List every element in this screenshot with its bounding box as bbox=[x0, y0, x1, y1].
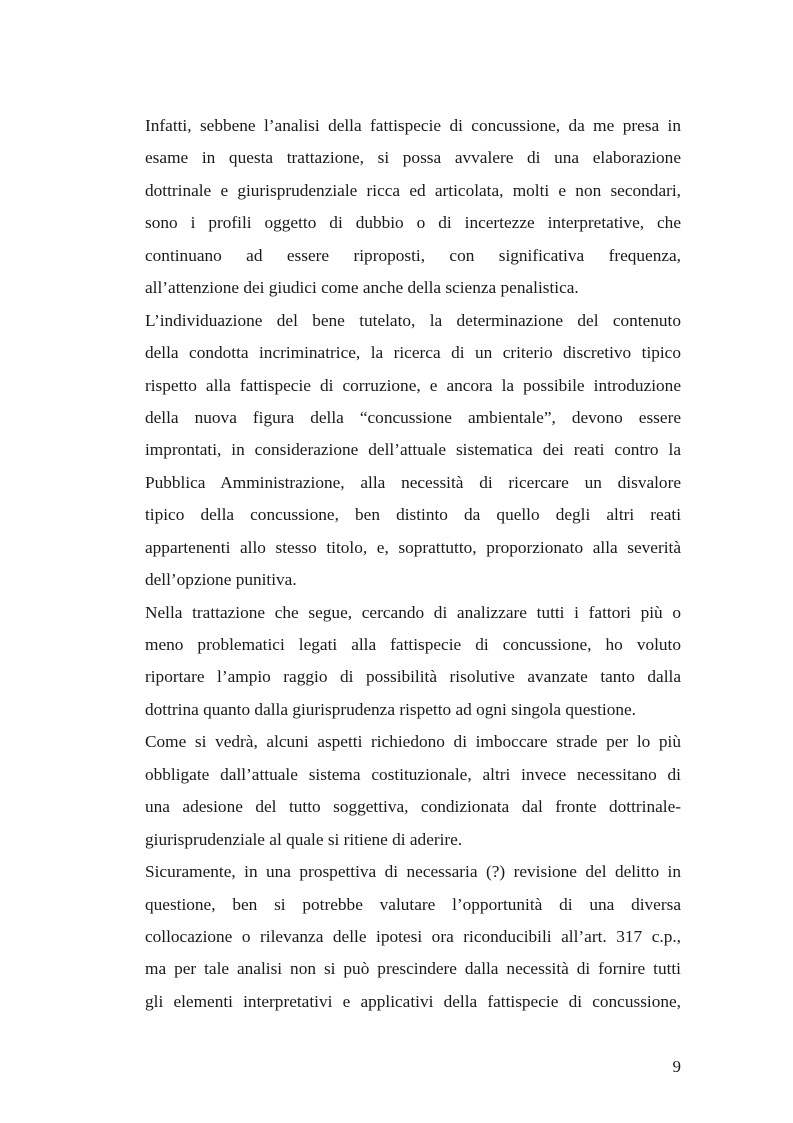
text-line: all’attenzione dei giudici come anche della scienza penalistica. bbox=[145, 278, 579, 298]
text-line: obbligate dall’attuale sistema costituzionale, altri invece necessitano di bbox=[145, 764, 681, 784]
text-line: Come si vedrà, alcuni aspetti richiedono di imboccare strade per lo più bbox=[145, 732, 681, 752]
text-line: continuano ad essere riproposti, con significativa frequenza, bbox=[145, 245, 681, 265]
text-line: rispetto alla fattispecie di corruzione, e ancora la possibile introduzione bbox=[145, 375, 681, 395]
text-line: sono i profili oggetto di dubbio o di incertezze interpretative, che bbox=[145, 213, 681, 233]
text-line: della nuova figura della “concussione ambientale”, devono essere bbox=[145, 407, 681, 427]
text-line: riportare l’ampio raggio di possibilità risolutive avanzate tanto dalla bbox=[145, 667, 681, 687]
text-line: dottrina quanto dalla giurisprudenza rispetto ad ogni singola questione. bbox=[145, 699, 636, 719]
text-line: questione, ben si potrebbe valutare l’opportunità di una diversa bbox=[145, 894, 681, 914]
text-line: dell’opzione punitiva. bbox=[145, 570, 297, 590]
text-line: Pubblica Amministrazione, alla necessità di ricercare un disvalore bbox=[145, 472, 681, 492]
text-line: una adesione del tutto soggettiva, condizionata dal fronte dottrinale- bbox=[145, 797, 681, 817]
text-line: dottrinale e giurisprudenziale ricca ed articolata, molti e non secondari, bbox=[145, 180, 681, 200]
text-line: tipico della concussione, ben distinto da quello degli altri reati bbox=[145, 505, 681, 525]
text-line: ma per tale analisi non si può prescindere dalla necessità di fornire tutti bbox=[145, 959, 681, 979]
text-line: meno problematici legati alla fattispecie di concussione, ho voluto bbox=[145, 635, 681, 654]
text-line: Sicuramente, in una prospettiva di necessaria (?) revisione del delitto in bbox=[145, 862, 681, 882]
text-line: esame in questa trattazione, si possa avvalere di una elaborazione bbox=[145, 148, 681, 168]
text-line: giurisprudenziale al quale si ritiene di aderire. bbox=[145, 829, 463, 849]
text-line: Nella trattazione che segue, cercando di analizzare tutti i fattori più o bbox=[145, 602, 681, 622]
text-line: Infatti, sebbene l’analisi della fattispecie di concussione, da me presa in bbox=[145, 116, 681, 135]
page-number: 9 bbox=[672, 1057, 681, 1076]
text-line: L’individuazione del bene tutelato, la determinazione del contenuto bbox=[145, 310, 681, 330]
text-line: gli elementi interpretativi e applicativi della fattispecie di concussione, bbox=[145, 991, 681, 1011]
body-text bbox=[145, 110, 681, 1018]
text-line: della condotta incriminatrice, la ricerca di un criterio discretivo tipico bbox=[145, 343, 681, 363]
text-line: collocazione o rilevanza delle ipotesi ora riconducibili all’art. 317 c.p., bbox=[145, 926, 681, 946]
text-line: appartenenti allo stesso titolo, e, soprattutto, proporzionato alla severità bbox=[145, 537, 681, 557]
text-line: improntati, in considerazione dell’attuale sistematica dei reati contro la bbox=[145, 440, 681, 460]
